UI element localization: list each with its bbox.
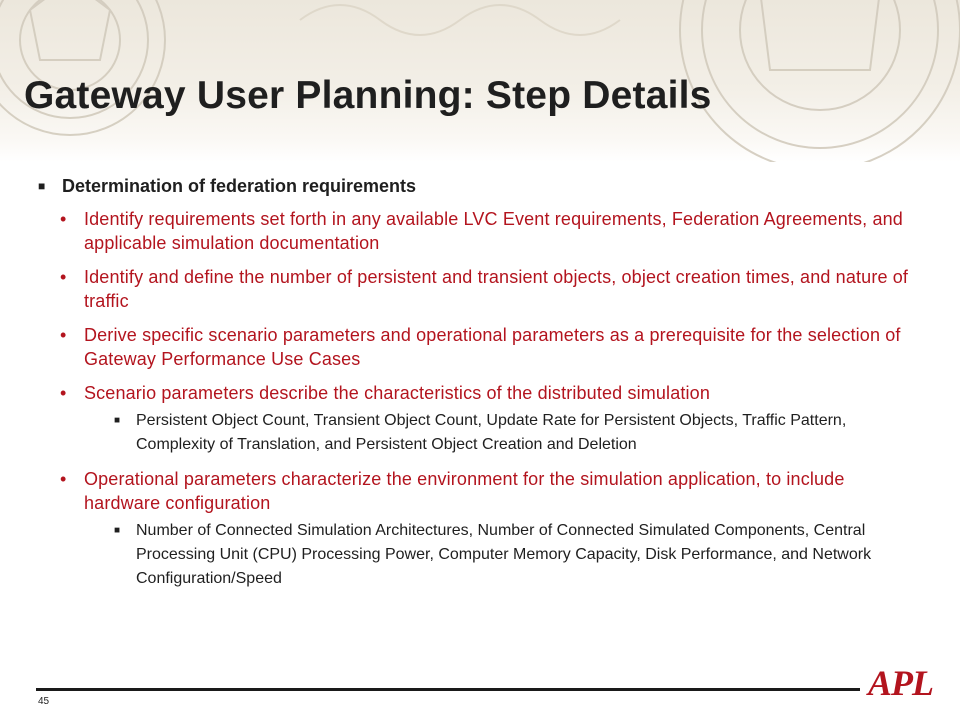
sub-bullet-item [36,519,916,591]
slide-title: Gateway User Planning: Step Details [24,74,712,117]
bullet-text: Operational parameters characterize the environment for the simulation application, to include hardware configuration [84,469,845,513]
bullet-text: Scenario parameters describe the characteristics of the distributed simulation [84,383,710,403]
bullet-dot-icon: • [60,267,67,287]
sub-bullet-item [36,409,916,457]
footer-rule [36,688,860,691]
bullet-dot-icon: • [60,325,67,345]
header-banner [0,0,960,162]
square-bullet-icon: ■ [114,415,121,426]
sub-bullet-text: Number of Connected Simulation Architectures, Number of Connected Simulated Components, Central Processing Unit (CPU) Processing Power, Computer Memory Capacity, Disk Performance, and Network Configuration/Speed [136,522,872,587]
square-bullet-icon: ■ [38,179,46,193]
bullet-text: Identify requirements set forth in any available LVC Event requirements, Federation Agreements, and applicable simulation documentation [84,209,903,253]
square-bullet-icon: ■ [114,525,121,536]
bullet-dot-icon: • [60,209,67,229]
heading-text: Determination of federation requirements [62,176,417,196]
bullet-item [36,265,916,313]
apl-logo: APL [868,663,933,703]
bullet-item [36,381,916,405]
page-number: 45 [38,696,50,707]
sub-bullet-text: Persistent Object Count, Transient Object Count, Update Rate for Persistent Objects, Traffic Pattern, Complexity of Translation, and Persistent Object Creation and Deletion [136,412,847,453]
heading-item [36,174,916,198]
bullet-item [36,467,916,515]
bullet-text: Derive specific scenario parameters and operational parameters as a prerequisite for the selection of Gateway Performance Use Cases [84,325,901,369]
bullet-dot-icon: • [60,469,67,489]
bullet-dot-icon: • [60,383,67,403]
bullet-text: Identify and define the number of persistent and transient objects, object creation times, and nature of traffic [84,267,909,311]
slide-body [36,174,916,601]
bullet-item [36,323,916,371]
bullet-item [36,207,916,255]
